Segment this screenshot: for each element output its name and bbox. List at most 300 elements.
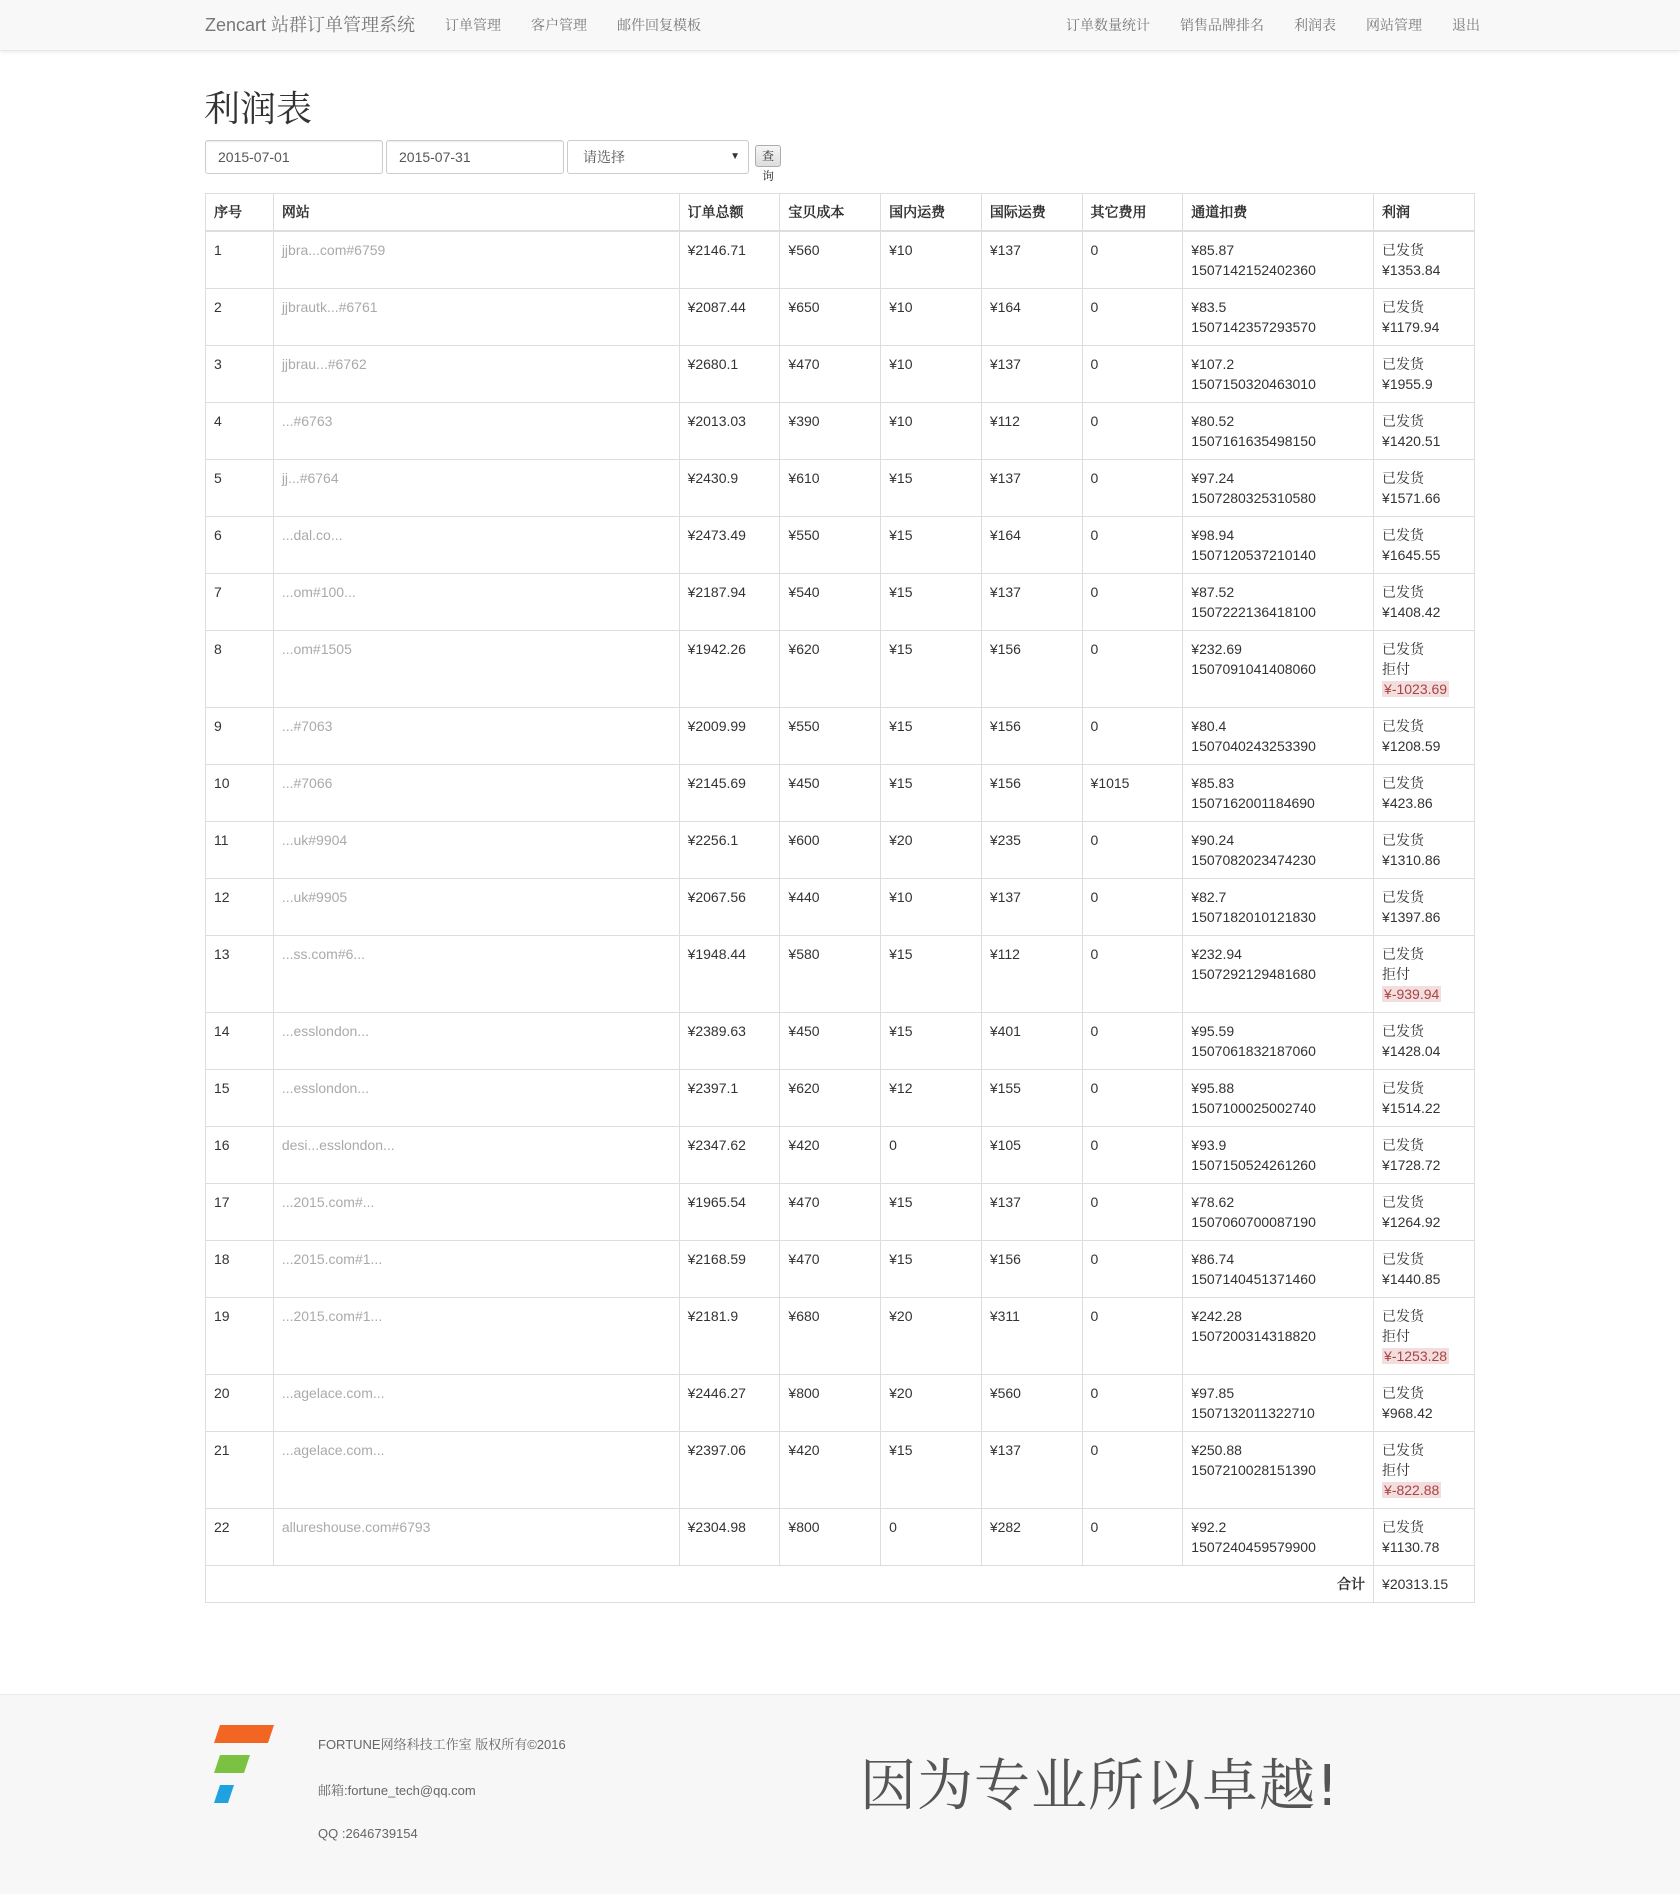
status-shipped: 已发货 [1382, 718, 1425, 734]
profit-amount: ¥1420.51 [1382, 433, 1441, 449]
row-profit [1374, 1375, 1475, 1432]
row-order-total: ¥2473.49 [679, 517, 780, 574]
table-row [206, 1375, 1475, 1432]
row-item-cost: ¥620 [780, 631, 881, 708]
row-domestic-shipping: ¥20 [881, 822, 982, 879]
footer-copyright: FORTUNE网络科技工作室 版权所有©2016 [318, 1737, 566, 1752]
row-item-cost: ¥540 [780, 574, 881, 631]
row-site[interactable] [273, 1509, 679, 1566]
row-other-fees: 0 [1082, 1070, 1183, 1127]
profit-amount: ¥1955.9 [1382, 376, 1433, 392]
row-profit [1374, 631, 1475, 708]
row-intl-shipping: ¥137 [981, 1184, 1082, 1241]
profit-value [1382, 1403, 1466, 1423]
row-site[interactable] [273, 879, 679, 936]
row-item-cost: ¥610 [780, 460, 881, 517]
status-shipped: 已发货 [1382, 1519, 1425, 1535]
channel-fee-amount: ¥250.88 [1191, 1442, 1242, 1458]
profit-value [1382, 1269, 1466, 1289]
row-profit [1374, 1509, 1475, 1566]
row-profit [1374, 1070, 1475, 1127]
col-header-cost: 宝贝成本 [780, 194, 881, 232]
status-shipped: 已发货 [1382, 470, 1425, 486]
profit-value [1382, 984, 1466, 1004]
table-row [206, 460, 1475, 517]
row-seq: 2 [206, 289, 274, 346]
footer-qq: QQ :2646739154 [318, 1826, 418, 1841]
row-item-cost: ¥800 [780, 1375, 881, 1432]
row-intl-shipping: ¥156 [981, 765, 1082, 822]
nav-email-templates[interactable]: 邮件回复模板 [617, 17, 701, 33]
row-channel-fee [1183, 460, 1374, 517]
row-profit [1374, 822, 1475, 879]
fortune-logo-icon [214, 1725, 274, 1803]
row-order-total: ¥2168.59 [679, 1241, 780, 1298]
status-chargeback: 拒付 [1382, 661, 1411, 677]
status-shipped: 已发货 [1382, 946, 1425, 962]
channel-fee-amount: ¥232.94 [1191, 946, 1242, 962]
profit-amount: ¥423.86 [1382, 795, 1433, 811]
site-name-redacted: jjbra...com#6759 [281, 242, 386, 258]
status-shipped: 已发货 [1382, 889, 1425, 905]
row-seq: 16 [206, 1127, 274, 1184]
channel-fee-amount: ¥82.7 [1191, 889, 1227, 905]
profit-amount: ¥-939.94 [1384, 986, 1440, 1002]
row-site[interactable] [273, 936, 679, 1013]
row-profit [1374, 1241, 1475, 1298]
profit-amount: ¥1310.86 [1382, 852, 1441, 868]
row-domestic-shipping: ¥15 [881, 1241, 982, 1298]
channel-fee-amount: ¥86.74 [1191, 1251, 1235, 1267]
row-order-total: ¥2397.06 [679, 1432, 780, 1509]
row-item-cost: ¥560 [780, 231, 881, 289]
profit-value [1382, 260, 1466, 280]
channel-fee-amount: ¥83.5 [1191, 299, 1227, 315]
transaction-id: 1507200314318820 [1191, 1328, 1316, 1344]
row-seq: 22 [206, 1509, 274, 1566]
row-site[interactable] [273, 1298, 679, 1375]
profit-amount: ¥1440.85 [1382, 1271, 1441, 1287]
row-item-cost: ¥580 [780, 936, 881, 1013]
row-site[interactable] [273, 631, 679, 708]
site-name-redacted: ...esslondon... [281, 1023, 369, 1039]
row-profit [1374, 1127, 1475, 1184]
row-intl-shipping: ¥112 [981, 403, 1082, 460]
table-row [206, 231, 1475, 289]
row-other-fees: 0 [1082, 517, 1183, 574]
row-domestic-shipping: ¥15 [881, 1013, 982, 1070]
status-shipped: 已发货 [1382, 775, 1425, 791]
row-other-fees: 0 [1082, 1298, 1183, 1375]
row-domestic-shipping: ¥10 [881, 289, 982, 346]
row-site[interactable] [273, 574, 679, 631]
channel-fee-amount: ¥90.24 [1191, 832, 1235, 848]
channel-fee-amount: ¥93.9 [1191, 1137, 1227, 1153]
status-chargeback: 拒付 [1382, 1328, 1411, 1344]
end-date-input[interactable] [386, 140, 564, 174]
row-other-fees: 0 [1082, 1375, 1183, 1432]
row-domestic-shipping: ¥12 [881, 1070, 982, 1127]
status-shipped: 已发货 [1382, 1308, 1425, 1324]
profit-value [1382, 374, 1466, 394]
row-profit [1374, 403, 1475, 460]
status-shipped: 已发货 [1382, 1194, 1425, 1210]
profit-amount: ¥-822.88 [1384, 1482, 1440, 1498]
row-item-cost: ¥390 [780, 403, 881, 460]
row-item-cost: ¥470 [780, 1241, 881, 1298]
site-name-redacted: jjbrau...#6762 [281, 356, 367, 372]
top-navbar [0, 0, 1680, 51]
row-item-cost: ¥550 [780, 517, 881, 574]
row-intl-shipping: ¥156 [981, 1241, 1082, 1298]
row-site[interactable] [273, 517, 679, 574]
row-site[interactable] [273, 1432, 679, 1509]
profit-amount: ¥-1023.69 [1384, 681, 1448, 697]
profit-value [1382, 850, 1466, 870]
brand-title[interactable]: Zencart 站群订单管理系统 [205, 15, 416, 35]
row-domestic-shipping: 0 [881, 1127, 982, 1184]
row-site[interactable] [273, 1070, 679, 1127]
row-domestic-shipping: ¥15 [881, 708, 982, 765]
row-order-total: ¥2145.69 [679, 765, 780, 822]
row-profit [1374, 708, 1475, 765]
row-other-fees: 0 [1082, 631, 1183, 708]
row-seq: 17 [206, 1184, 274, 1241]
status-shipped: 已发货 [1382, 299, 1425, 315]
row-item-cost: ¥450 [780, 765, 881, 822]
table-row [206, 574, 1475, 631]
row-site[interactable] [273, 1375, 679, 1432]
row-other-fees: 0 [1082, 1127, 1183, 1184]
site-name-redacted: ...2015.com#... [281, 1194, 375, 1210]
row-channel-fee [1183, 1070, 1374, 1127]
profit-value [1382, 679, 1466, 699]
row-other-fees: 0 [1082, 1432, 1183, 1509]
row-site[interactable] [273, 1184, 679, 1241]
profit-value [1382, 1480, 1466, 1500]
start-date-input[interactable] [205, 140, 383, 174]
site-select[interactable] [567, 140, 749, 174]
profit-amount: ¥968.42 [1382, 1405, 1433, 1421]
table-row [206, 1509, 1475, 1566]
row-profit [1374, 346, 1475, 403]
profit-value [1382, 793, 1466, 813]
row-domestic-shipping: ¥15 [881, 936, 982, 1013]
transaction-id: 1507161635498150 [1191, 433, 1316, 449]
table-row [206, 1432, 1475, 1509]
nav-order-stats[interactable]: 订单数量统计 [1066, 17, 1150, 33]
nav-customer-management[interactable]: 客户管理 [531, 17, 587, 33]
site-name-redacted: ...om#1505 [281, 641, 352, 657]
site-name-redacted: ...#7066 [281, 775, 333, 791]
row-order-total: ¥2009.99 [679, 708, 780, 765]
row-intl-shipping: ¥164 [981, 517, 1082, 574]
col-header-profit: 利润 [1374, 194, 1475, 232]
row-channel-fee [1183, 346, 1374, 403]
row-other-fees: 0 [1082, 346, 1183, 403]
status-shipped: 已发货 [1382, 1385, 1425, 1401]
profit-value [1382, 736, 1466, 756]
col-header-total: 订单总额 [679, 194, 780, 232]
table-total-row [206, 1566, 1475, 1603]
row-order-total: ¥2181.9 [679, 1298, 780, 1375]
row-order-total: ¥2013.03 [679, 403, 780, 460]
col-header-seq: 序号 [206, 194, 274, 232]
status-shipped: 已发货 [1382, 832, 1425, 848]
profit-amount: ¥1208.59 [1382, 738, 1441, 754]
row-site[interactable] [273, 231, 679, 289]
footer-slogan: 因为专业所以卓越! [860, 1754, 1340, 1819]
row-order-total: ¥2304.98 [679, 1509, 780, 1566]
site-name-redacted: ...esslondon... [281, 1080, 369, 1096]
row-item-cost: ¥800 [780, 1509, 881, 1566]
status-shipped: 已发货 [1382, 413, 1425, 429]
table-row [206, 1184, 1475, 1241]
row-seq: 13 [206, 936, 274, 1013]
channel-fee-amount: ¥87.52 [1191, 584, 1235, 600]
table-row [206, 289, 1475, 346]
profit-value [1382, 1155, 1466, 1175]
row-profit [1374, 936, 1475, 1013]
row-domestic-shipping: ¥20 [881, 1298, 982, 1375]
profit-amount: ¥1264.92 [1382, 1214, 1441, 1230]
channel-fee-amount: ¥98.94 [1191, 527, 1235, 543]
site-name-redacted: ...agelace.com... [281, 1442, 385, 1458]
row-seq: 21 [206, 1432, 274, 1509]
row-order-total: ¥2446.27 [679, 1375, 780, 1432]
row-seq: 20 [206, 1375, 274, 1432]
transaction-id: 1507060700087190 [1191, 1214, 1316, 1230]
row-item-cost: ¥470 [780, 346, 881, 403]
row-other-fees: 0 [1082, 879, 1183, 936]
total-label: 合计 [206, 1566, 1374, 1603]
table-row [206, 822, 1475, 879]
nav-logout[interactable]: 退出 [1452, 17, 1480, 33]
channel-fee-amount: ¥85.83 [1191, 775, 1235, 791]
row-profit [1374, 1298, 1475, 1375]
site-name-redacted: ...2015.com#1... [281, 1308, 383, 1324]
channel-fee-amount: ¥97.24 [1191, 470, 1235, 486]
transaction-id: 1507140451371460 [1191, 1271, 1316, 1287]
row-site[interactable] [273, 460, 679, 517]
row-other-fees: 0 [1082, 1184, 1183, 1241]
profit-amount: ¥1728.72 [1382, 1157, 1441, 1173]
channel-fee-amount: ¥92.2 [1191, 1519, 1227, 1535]
profit-amount: ¥1645.55 [1382, 547, 1441, 563]
nav-right-menu [1051, 0, 1495, 50]
row-channel-fee [1183, 289, 1374, 346]
row-intl-shipping: ¥137 [981, 879, 1082, 936]
total-value: ¥20313.15 [1374, 1566, 1475, 1603]
transaction-id: 1507210028151390 [1191, 1462, 1316, 1478]
row-other-fees: ¥1015 [1082, 765, 1183, 822]
transaction-id: 1507280325310580 [1191, 490, 1316, 506]
nav-left-menu [430, 0, 716, 50]
row-seq: 7 [206, 574, 274, 631]
status-shipped: 已发货 [1382, 527, 1425, 543]
table-body [206, 231, 1475, 1566]
status-shipped: 已发货 [1382, 1251, 1425, 1267]
row-site[interactable] [273, 708, 679, 765]
profit-amount: ¥1179.94 [1382, 319, 1440, 335]
row-intl-shipping: ¥137 [981, 231, 1082, 289]
transaction-id: 1507150524261260 [1191, 1157, 1316, 1173]
profit-value [1382, 545, 1466, 565]
row-channel-fee [1183, 1298, 1374, 1375]
row-profit [1374, 1013, 1475, 1070]
channel-fee-amount: ¥107.2 [1191, 356, 1235, 372]
row-profit [1374, 765, 1475, 822]
row-domestic-shipping: 0 [881, 1509, 982, 1566]
row-intl-shipping: ¥235 [981, 822, 1082, 879]
row-domestic-shipping: ¥15 [881, 460, 982, 517]
row-seq: 8 [206, 631, 274, 708]
page-title: 利润表 [204, 88, 313, 129]
row-profit [1374, 231, 1475, 289]
site-name-redacted: ...om#100... [281, 584, 356, 600]
channel-fee-amount: ¥95.59 [1191, 1023, 1235, 1039]
row-channel-fee [1183, 879, 1374, 936]
row-intl-shipping: ¥105 [981, 1127, 1082, 1184]
row-other-fees: 0 [1082, 708, 1183, 765]
row-other-fees: 0 [1082, 1241, 1183, 1298]
row-item-cost: ¥470 [780, 1184, 881, 1241]
row-domestic-shipping: ¥15 [881, 631, 982, 708]
row-site[interactable] [273, 1013, 679, 1070]
row-intl-shipping: ¥401 [981, 1013, 1082, 1070]
site-name-redacted: jjbrautk...#6761 [281, 299, 378, 315]
row-profit [1374, 1432, 1475, 1509]
query-button[interactable]: 查询 [755, 145, 781, 167]
col-header-other-fees: 其它费用 [1082, 194, 1183, 232]
transaction-id: 1507142357293570 [1191, 319, 1316, 335]
profit-amount: ¥1408.42 [1382, 604, 1441, 620]
col-header-domestic-shipping: 国内运费 [881, 194, 982, 232]
transaction-id: 1507150320463010 [1191, 376, 1316, 392]
table-row [206, 1298, 1475, 1375]
row-intl-shipping: ¥137 [981, 460, 1082, 517]
row-channel-fee [1183, 574, 1374, 631]
table-row [206, 517, 1475, 574]
row-site[interactable] [273, 403, 679, 460]
site-name-redacted: ...2015.com#1... [281, 1251, 383, 1267]
row-other-fees: 0 [1082, 231, 1183, 289]
row-item-cost: ¥420 [780, 1432, 881, 1509]
nav-site-management[interactable]: 网站管理 [1366, 17, 1422, 33]
row-order-total: ¥2256.1 [679, 822, 780, 879]
profit-value [1382, 431, 1466, 451]
status-shipped: 已发货 [1382, 1023, 1425, 1039]
row-intl-shipping: ¥282 [981, 1509, 1082, 1566]
row-site[interactable] [273, 289, 679, 346]
row-intl-shipping: ¥137 [981, 574, 1082, 631]
col-header-site: 网站 [273, 194, 679, 232]
table-row [206, 1127, 1475, 1184]
row-profit [1374, 289, 1475, 346]
site-name-redacted: ...ss.com#6... [281, 946, 366, 962]
row-seq: 5 [206, 460, 274, 517]
row-profit [1374, 460, 1475, 517]
nav-order-management[interactable]: 订单管理 [445, 17, 501, 33]
row-domestic-shipping: ¥15 [881, 517, 982, 574]
row-channel-fee [1183, 1127, 1374, 1184]
row-item-cost: ¥620 [780, 1070, 881, 1127]
profit-value [1382, 907, 1466, 927]
row-seq: 6 [206, 517, 274, 574]
status-chargeback: 拒付 [1382, 966, 1411, 982]
table-header-row [206, 194, 1475, 232]
table-row [206, 708, 1475, 765]
status-shipped: 已发货 [1382, 1080, 1425, 1096]
row-intl-shipping: ¥137 [981, 1432, 1082, 1509]
row-other-fees: 0 [1082, 403, 1183, 460]
row-channel-fee [1183, 765, 1374, 822]
profit-value [1382, 1537, 1466, 1557]
table-row [206, 631, 1475, 708]
profit-value [1382, 488, 1466, 508]
nav-profit-table[interactable]: 利润表 [1294, 17, 1336, 33]
transaction-id: 1507142152402360 [1191, 262, 1316, 278]
row-seq: 11 [206, 822, 274, 879]
status-chargeback: 拒付 [1382, 1462, 1411, 1478]
row-site[interactable] [273, 765, 679, 822]
row-site[interactable] [273, 822, 679, 879]
channel-fee-amount: ¥78.62 [1191, 1194, 1235, 1210]
row-order-total: ¥1942.26 [679, 631, 780, 708]
row-site[interactable] [273, 1127, 679, 1184]
row-other-fees: 0 [1082, 289, 1183, 346]
site-name-redacted: ...agelace.com... [281, 1385, 385, 1401]
caret-down-icon: ▼ [730, 151, 740, 162]
transaction-id: 1507061832187060 [1191, 1043, 1316, 1059]
row-intl-shipping: ¥137 [981, 346, 1082, 403]
row-channel-fee [1183, 631, 1374, 708]
channel-fee-amount: ¥80.52 [1191, 413, 1235, 429]
row-domestic-shipping: ¥10 [881, 346, 982, 403]
row-item-cost: ¥550 [780, 708, 881, 765]
transaction-id: 1507182010121830 [1191, 909, 1316, 925]
channel-fee-amount: ¥232.69 [1191, 641, 1242, 657]
site-name-redacted: ...uk#9904 [281, 832, 348, 848]
table-row [206, 1241, 1475, 1298]
transaction-id: 1507091041408060 [1191, 661, 1316, 677]
row-profit [1374, 574, 1475, 631]
row-site[interactable] [273, 1241, 679, 1298]
footer-email: 邮箱:fortune_tech@qq.com [318, 1783, 476, 1798]
row-channel-fee [1183, 1509, 1374, 1566]
row-order-total: ¥2347.62 [679, 1127, 780, 1184]
row-channel-fee [1183, 822, 1374, 879]
row-seq: 9 [206, 708, 274, 765]
row-seq: 10 [206, 765, 274, 822]
profit-value [1382, 1346, 1466, 1366]
table-row [206, 1013, 1475, 1070]
site-name-redacted: ...uk#9905 [281, 889, 348, 905]
row-site[interactable] [273, 346, 679, 403]
nav-brand-ranking[interactable]: 销售品牌排名 [1180, 17, 1264, 33]
table-row [206, 1070, 1475, 1127]
row-item-cost: ¥420 [780, 1127, 881, 1184]
row-item-cost: ¥450 [780, 1013, 881, 1070]
site-name-redacted: ...#7063 [281, 718, 333, 734]
row-other-fees: 0 [1082, 936, 1183, 1013]
profit-value [1382, 602, 1466, 622]
row-order-total: ¥2187.94 [679, 574, 780, 631]
row-domestic-shipping: ¥15 [881, 1184, 982, 1241]
row-seq: 14 [206, 1013, 274, 1070]
row-profit [1374, 1184, 1475, 1241]
row-channel-fee [1183, 517, 1374, 574]
